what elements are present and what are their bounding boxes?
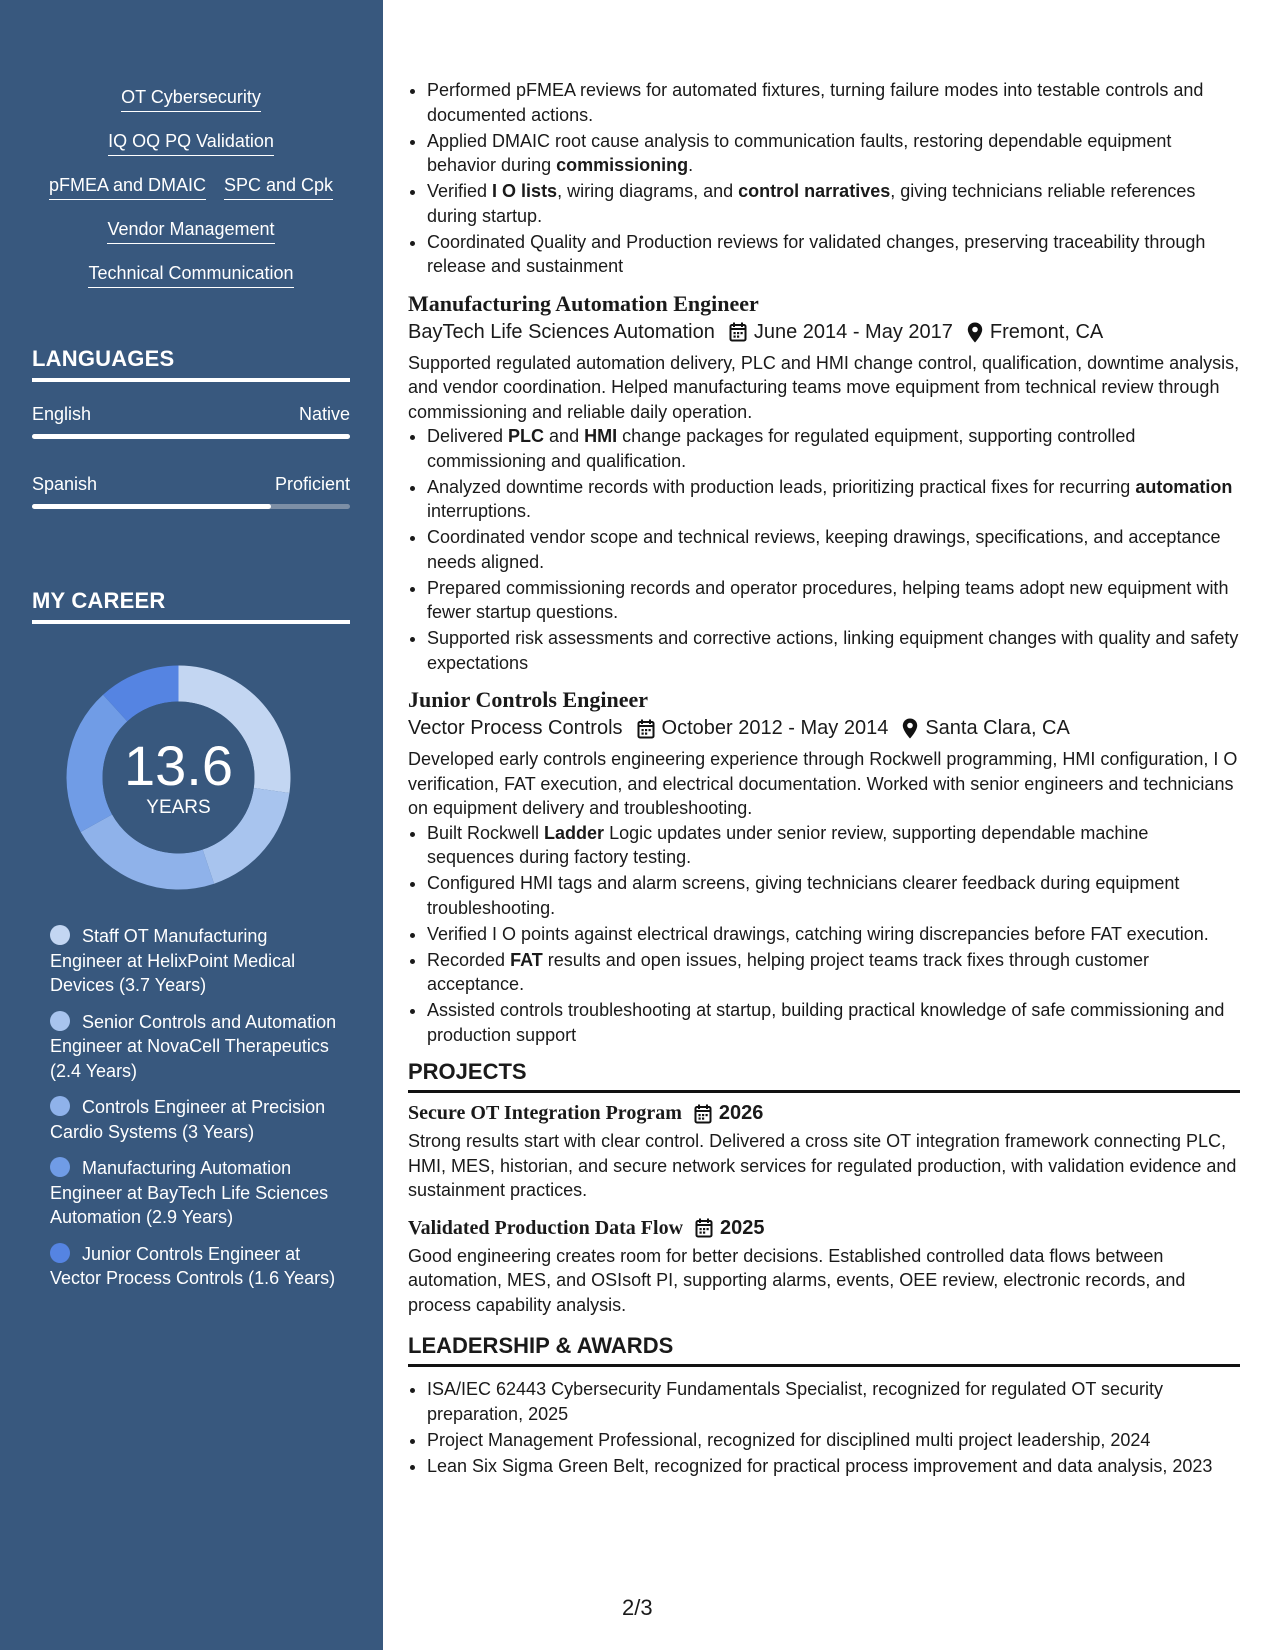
job-company: BayTech Life Sciences Automation bbox=[408, 320, 715, 343]
project-header bbox=[408, 1102, 1240, 1125]
sidebar bbox=[0, 0, 383, 1650]
job-bullets bbox=[408, 424, 1240, 675]
job-meta bbox=[408, 321, 1240, 344]
skills-list bbox=[32, 86, 350, 306]
career-legend-label: Junior Controls Engineer at Vector Process Controls (1.6 Years) bbox=[50, 1243, 336, 1288]
career-legend bbox=[50, 924, 340, 1303]
location-pin-icon bbox=[902, 718, 918, 739]
legend-dot-icon bbox=[50, 1011, 70, 1031]
job-description: Supported regulated automation delivery, PLC and HMI change control, qualification, downtime analysis, and vendor coordination. Helped manufacturing teams move equipment from technical review through commissioning and reliable daily operation. bbox=[408, 352, 1240, 422]
language-bar-fill bbox=[32, 434, 350, 439]
bullet-item: • Project Management Professional, recognized for disciplined multi project leadership, 2024 bbox=[427, 1428, 1240, 1453]
job-entry bbox=[408, 687, 1240, 1047]
language-bar bbox=[32, 434, 350, 439]
skill-row bbox=[32, 86, 350, 112]
bullet-item: • Recorded FAT results and open issues, helping project teams track fixes through customer acceptance. bbox=[427, 948, 1240, 997]
project-title: Secure OT Integration Program bbox=[408, 1102, 682, 1124]
career-legend-item bbox=[50, 1156, 340, 1230]
job-location: Santa Clara, CA bbox=[925, 717, 1070, 739]
skill-tag: Vendor Management bbox=[107, 218, 274, 244]
legend-dot-icon bbox=[50, 1157, 70, 1177]
project-year: 2025 bbox=[720, 1216, 765, 1239]
project-year: 2026 bbox=[718, 1102, 764, 1124]
career-legend-item bbox=[50, 1095, 340, 1144]
legend-dot-icon bbox=[50, 925, 70, 945]
donut-center bbox=[66, 665, 291, 890]
job-dates: June 2014 - May 2017 bbox=[753, 320, 953, 343]
career-heading: MY CAREER bbox=[32, 588, 350, 624]
job-dates: October 2012 - May 2014 bbox=[661, 717, 889, 739]
project-entry bbox=[408, 1102, 1240, 1203]
skill-row bbox=[32, 174, 350, 200]
career-legend-label: Staff OT Manufacturing Engineer at HelixPoint Medical Devices (3.7 Years) bbox=[50, 926, 296, 995]
skill-tag: pFMEA and DMAIC bbox=[49, 174, 206, 200]
language-level: Native bbox=[298, 404, 350, 424]
bullet-item: • Supported risk assessments and corrective actions, linking equipment changes with quality and safety expectations bbox=[427, 626, 1240, 675]
calendar-icon bbox=[729, 322, 747, 342]
job-title: Manufacturing Automation Engineer bbox=[408, 290, 759, 316]
project-description: Good engineering creates room for better decisions. Established controlled data flows between automation, MES, and OSIsoft PI, supporting alarms, events, OEE review, electronic records, and process capability analysis. bbox=[408, 1245, 1186, 1315]
language-item bbox=[32, 474, 350, 509]
bullet-item: • Performed pFMEA reviews for automated fixtures, turning failure modes into testable controls and documented actions. bbox=[427, 78, 1240, 127]
project-title: Validated Production Data Flow bbox=[408, 1216, 684, 1239]
job-bullets bbox=[408, 821, 1240, 1048]
career-legend-item bbox=[50, 924, 340, 998]
language-level: Proficient bbox=[274, 474, 350, 494]
skill-row bbox=[32, 130, 350, 156]
bullet-item: • Verified I O points against electrical drawings, catching wiring discrepancies before FAT execution. bbox=[427, 922, 1240, 947]
job-title: Junior Controls Engineer bbox=[408, 687, 648, 712]
calendar-icon bbox=[637, 719, 655, 739]
bullet-item: • Lean Six Sigma Green Belt, recognized for practical process improvement and data analysis, 2023 bbox=[427, 1454, 1240, 1479]
bullet-item: • ISA/IEC 62443 Cybersecurity Fundamentals Specialist, recognized for regulated OT security preparation, 2025 bbox=[427, 1377, 1240, 1426]
job-company: Vector Process Controls bbox=[408, 717, 623, 739]
career-total-years: 13.6 bbox=[124, 733, 233, 797]
skill-row bbox=[32, 262, 350, 288]
skill-tag: OT Cybersecurity bbox=[121, 86, 261, 112]
job-meta bbox=[408, 717, 1240, 740]
skill-tag: SPC and Cpk bbox=[224, 174, 333, 200]
language-name: Spanish bbox=[32, 474, 98, 494]
career-legend-label: Manufacturing Automation Engineer at BayTech Life Sciences Automation (2.9 Years) bbox=[50, 1158, 329, 1227]
job-entry bbox=[408, 291, 1240, 676]
career-donut-chart bbox=[66, 665, 291, 890]
bullet-item: • Assisted controls troubleshooting at startup, building practical knowledge of safe commissioning and production support bbox=[427, 998, 1240, 1047]
skill-row bbox=[32, 218, 350, 244]
calendar-icon bbox=[695, 1218, 713, 1238]
languages-heading: LANGUAGES bbox=[32, 346, 350, 382]
bullet-item: • Delivered PLC and HMI change packages for regulated equipment, supporting controlled commissioning and qualification. bbox=[427, 424, 1240, 473]
career-legend-item bbox=[50, 1242, 340, 1291]
career-legend-item bbox=[50, 1010, 340, 1084]
career-total-unit: YEARS bbox=[146, 796, 211, 818]
project-header bbox=[408, 1217, 1240, 1240]
bullet-item: • Built Rockwell Ladder Logic updates under senior review, supporting dependable machine sequences during factory testing. bbox=[427, 821, 1240, 870]
project-entry bbox=[408, 1217, 1240, 1318]
language-bar-fill bbox=[32, 504, 271, 509]
bullet-item: • Applied DMAIC root cause analysis to communication faults, restoring dependable equipment behavior during commissioning. bbox=[427, 129, 1240, 178]
job-location: Fremont, CA bbox=[989, 320, 1104, 343]
project-description: Strong results start with clear control. Delivered a cross site OT integration framework connecting PLC, HMI, MES, historian, and secure network services for regulated production, with validation evidence and sustainment practices. bbox=[408, 1131, 1237, 1200]
bullet-item: • Prepared commissioning records and operator procedures, helping teams adopt new equipment with fewer startup questions. bbox=[427, 576, 1240, 625]
experience-bullets bbox=[408, 78, 1240, 279]
leadership-bullets bbox=[408, 1377, 1240, 1478]
bullet-item: • Verified I O lists, wiring diagrams, and control narratives, giving technicians reliable references during startup. bbox=[427, 179, 1240, 228]
career-legend-label: Controls Engineer at Precision Cardio Systems (3 Years) bbox=[50, 1097, 326, 1142]
language-name: English bbox=[32, 404, 92, 424]
language-item bbox=[32, 404, 350, 439]
skill-tag: IQ OQ PQ Validation bbox=[108, 130, 274, 156]
legend-dot-icon bbox=[50, 1096, 70, 1116]
main-content bbox=[408, 78, 1240, 1480]
career-legend-label: Senior Controls and Automation Engineer at NovaCell Therapeutics (2.4 Years) bbox=[50, 1011, 337, 1081]
bullet-item: • Configured HMI tags and alarm screens, giving technicians clearer feedback during equipment troubleshooting. bbox=[427, 871, 1240, 920]
leadership-heading: LEADERSHIP & AWARDS bbox=[408, 1333, 1240, 1367]
calendar-icon bbox=[694, 1104, 712, 1124]
bullet-item: • Coordinated Quality and Production reviews for validated changes, preserving traceability through release and sustainment bbox=[427, 230, 1240, 279]
job-description: Developed early controls engineering experience through Rockwell programming, HMI configuration, I O verification, FAT execution, and electrical documentation. Worked with senior engineers and technicians on equipment delivery and troubleshooting. bbox=[408, 749, 1238, 818]
bullet-item: • Analyzed downtime records with production leads, prioritizing practical fixes for recurring automation interruptions. bbox=[427, 475, 1240, 524]
language-bar bbox=[32, 504, 350, 509]
page-number: 2/3 bbox=[622, 1595, 653, 1620]
projects-heading: PROJECTS bbox=[408, 1059, 1240, 1093]
skill-tag: Technical Communication bbox=[88, 262, 293, 288]
bullet-item: • Coordinated vendor scope and technical reviews, keeping drawings, specifications, and acceptance needs aligned. bbox=[427, 525, 1240, 574]
location-pin-icon bbox=[967, 322, 983, 343]
legend-dot-icon bbox=[50, 1243, 70, 1263]
